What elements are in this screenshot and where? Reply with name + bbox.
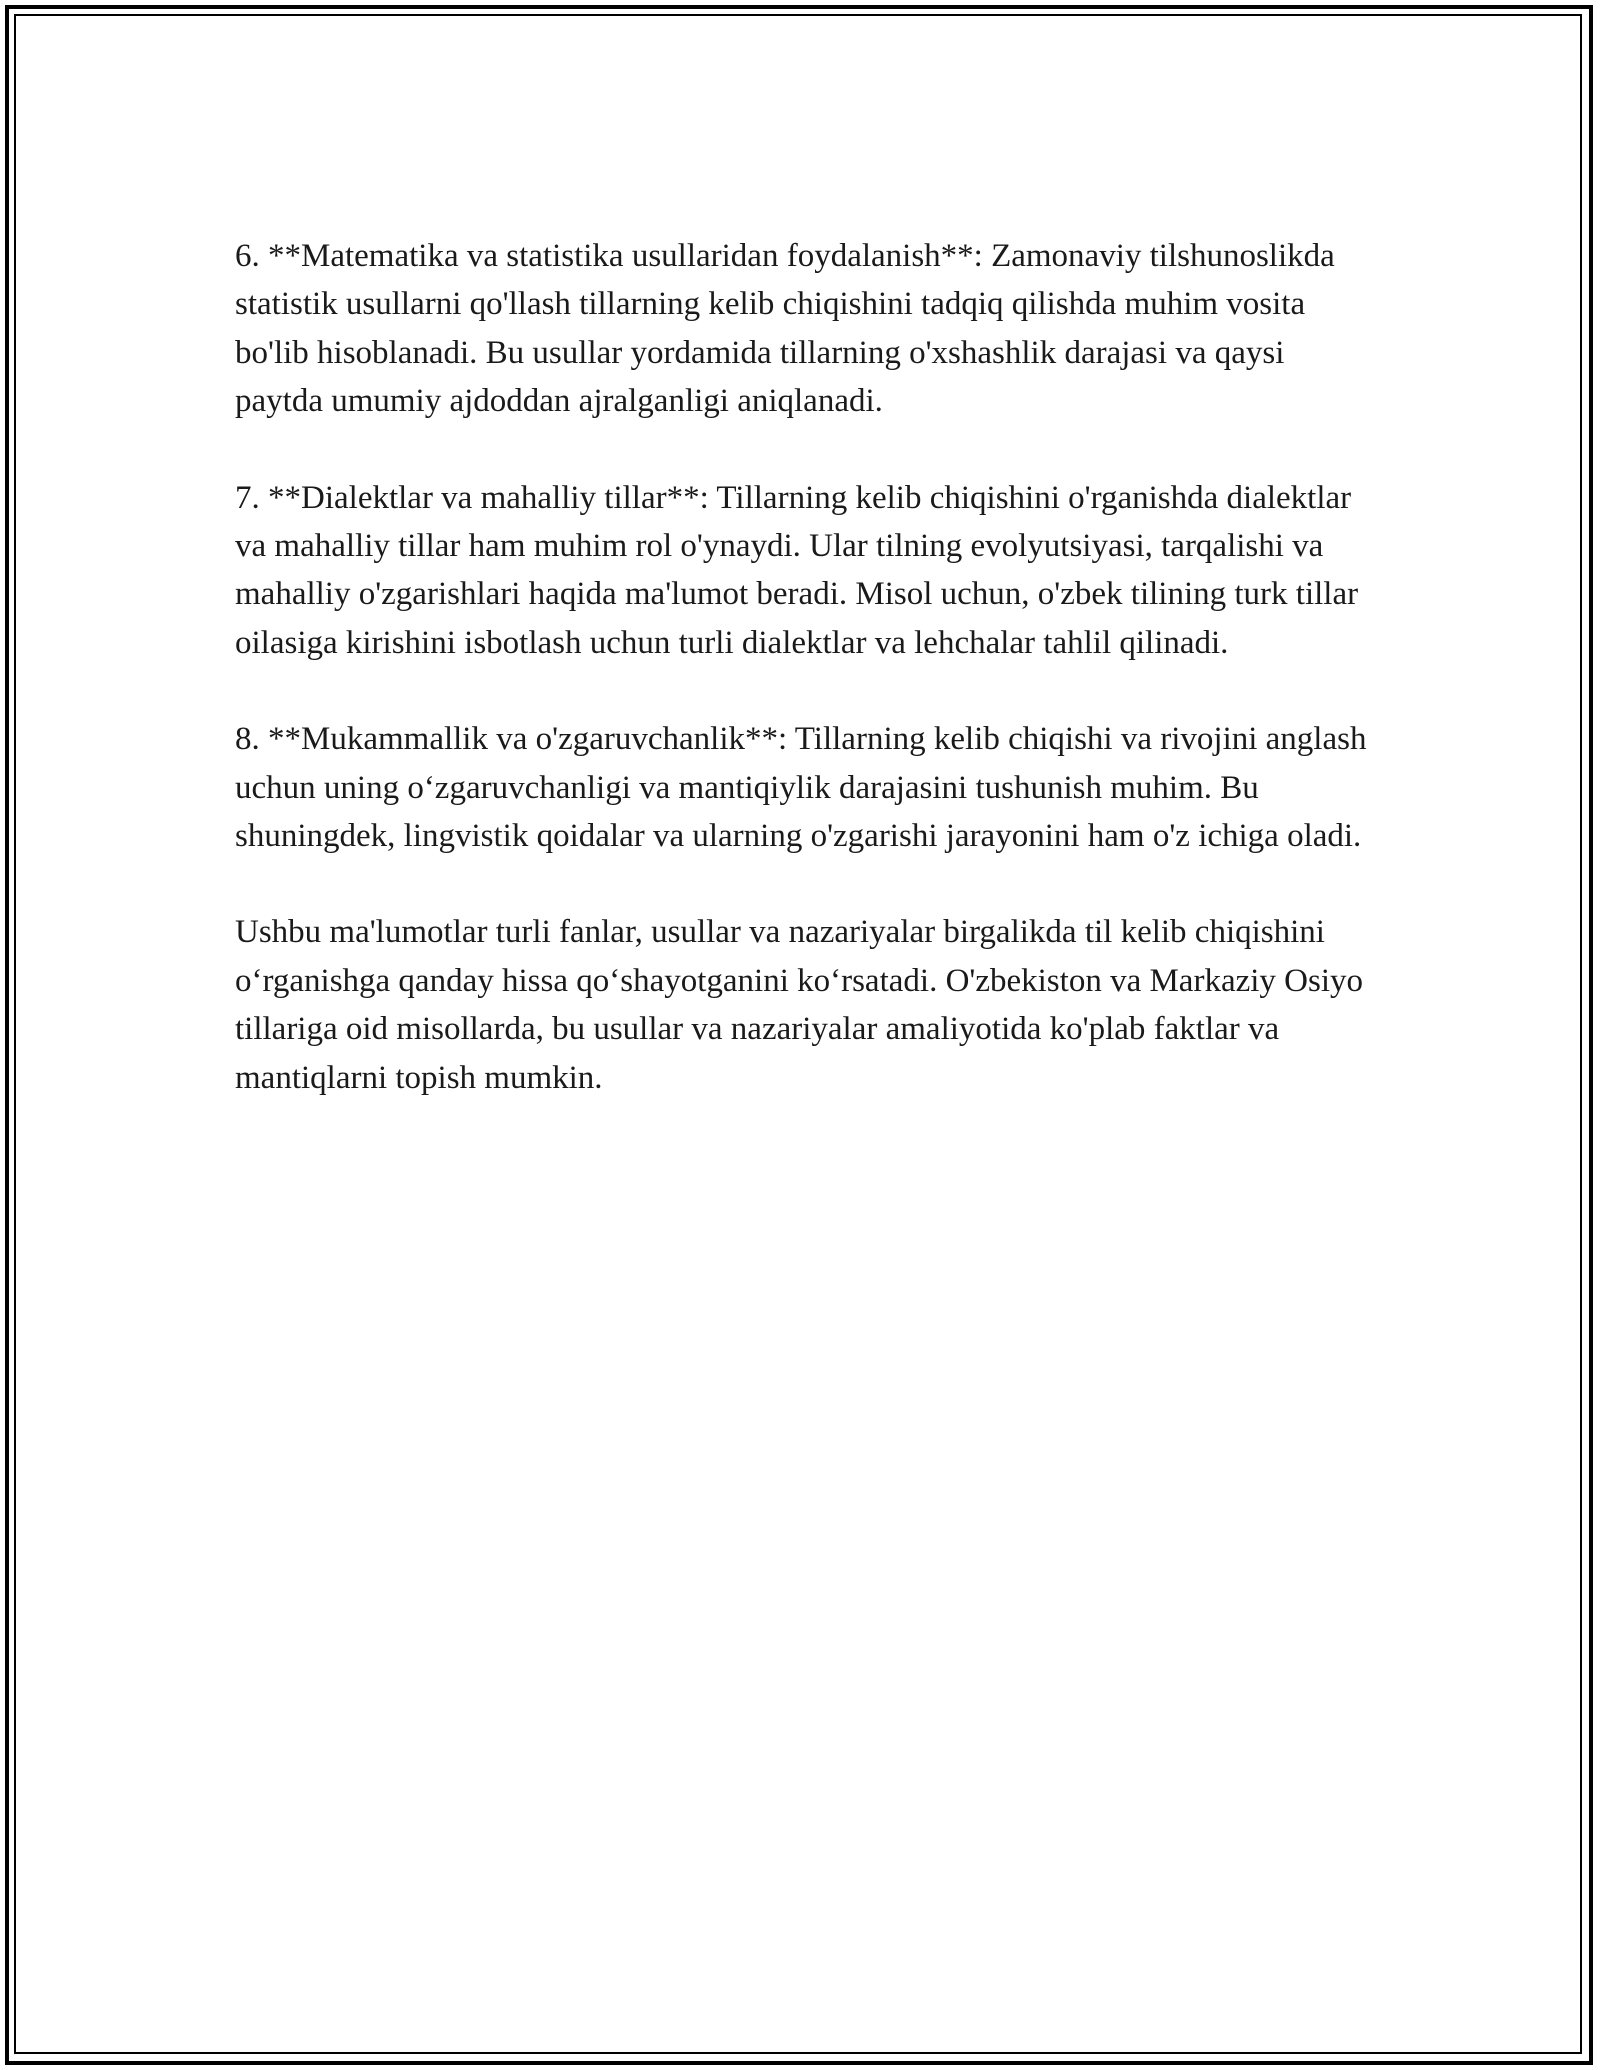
paragraph-6-mathematics-statistics: 6. **Matematika va statistika usullaridan foydalanish**: Zamonaviy tilshunoslikda statistik usullarni qo'llash tillarning kelib chiqishini tadqiq qilishda muhim vosita bo'lib hisoblanadi. Bu usullar yordamida tillarning o'xshashlik darajasi va qaysi paytda umumiy ajdoddan ajralganligi aniqlanadi.	[235, 238, 1335, 420]
paragraph-conclusion: Ushbu ma'lumotlar turli fanlar, usullar va nazariyalar birgalikda til kelib chiqishini o‘rganishga qanday hissa qo‘shayotganini ko‘rsatadi. O'zbekiston va Markaziy Osiyo tillariga oid misollarda, bu usullar va nazariyalar amaliyotida ko'plab faktlar va mantiqlarni topish mumkin.	[235, 914, 1363, 1096]
paragraph-7-dialects: 7. **Dialektlar va mahalliy tillar**: Tillarning kelib chiqishini o'rganishda dialektlar va mahalliy tillar ham muhim rol o'ynaydi. Ular tilning evolyutsiyasi, tarqalishi va mahalliy o'zgarishlari haqida ma'lumot beradi. Misol uchun, o'zbek tilining turk tillar oilasiga kirishini isbotlash uchun turli dialektlar va lehchalar tahlil qilinadi.	[235, 479, 1359, 661]
document-body	[235, 232, 1375, 1150]
paragraph-8-variability: 8. **Mukammallik va o'zgaruvchanlik**: Tillarning kelib chiqishi va rivojini anglash uchun uning o‘zgaruvchanligi va mantiqiylik darajasini tushunish muhim. Bu shuningdek, lingvistik qoidalar va ularning o'zgarishi jarayonini ham o'z ichiga oladi.	[235, 721, 1367, 855]
